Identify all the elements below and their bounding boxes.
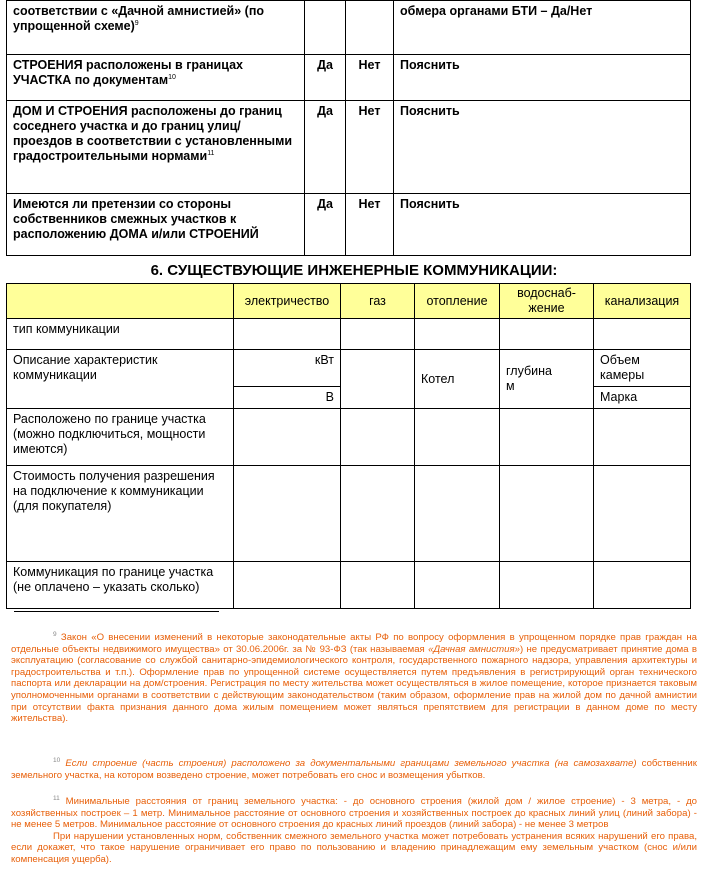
header-water: водоснаб-жение	[500, 284, 594, 319]
table-row	[7, 55, 691, 101]
question-cell: СТРОЕНИЯ расположены в границах УЧАСТКА по документам$^{10}$	[7, 55, 305, 101]
no-cell: Нет	[346, 55, 394, 101]
yes-cell	[305, 1, 346, 55]
question-cell: Имеются ли претензии со стороны собственников смежных участков к расположению ДОМА и/или СТРОЕНИЙ	[7, 194, 305, 256]
header-empty	[7, 284, 234, 319]
row-label: Стоимость получения разрешения на подключение к коммуникации (для покупателя)	[7, 466, 234, 562]
note-cell: Пояснить	[394, 55, 691, 101]
footnote-ref: 9	[134, 19, 139, 27]
header-gas: газ	[341, 284, 415, 319]
table-row	[7, 194, 691, 256]
volt-unit: В	[234, 387, 341, 409]
no-cell	[346, 1, 394, 55]
brand-cell: Марка	[594, 387, 691, 409]
row-label: тип коммуникации	[7, 319, 234, 350]
table-row	[7, 319, 691, 350]
footnote-9: $^9$ Закон «О внесении изменений в некоторые законодательные акты РФ по вопросу оформления в упрощенном порядке прав граждан на отдельные объекты недвижимого имущества» от 30.06.2006г. за № 93-ФЗ (так называемая «Дачная амнистия») не предусматривает принятие дома в эксплуатацию (согласование со службой санитарно-эпидемиологического контроля, государственного пожарного надзора, управления архитектуры и градостроительства и т.п.). Оформление прав по упрощенной системе осуществляется путем предъявления в регистрирующий орган технического паспорта или декларации на дом/строения. Регистрация по месту жительства может осуществляться в жилое помещение, которое признается таковым уполномоченными органами в соответствии с действующим законодательством (таким образом, оформление прав на жилой дом по дачной амнистии при отсутствии факта признания данного дома жилым помещением может являться препятствием для регистрации в данном доме по месту жительства).	[11, 630, 698, 725]
footnote-ref: 11	[207, 149, 215, 157]
section-title: 6. СУЩЕСТВУЮЩИЕ ИНЖЕНЕРНЫЕ КОММУНИКАЦИИ:	[150, 262, 558, 279]
table-row	[7, 1, 691, 55]
question-cell: соответствии с «Дачной амнистией» (по упрощенной схеме)$^9$	[7, 1, 305, 55]
note-cell: обмера органами БТИ – Да/Нет	[394, 1, 691, 55]
row-label: Описание характеристик коммуникации	[7, 350, 234, 409]
footnote-separator	[14, 611, 219, 612]
table-row	[7, 101, 691, 194]
table-row	[7, 409, 691, 466]
utilities-table	[6, 283, 691, 609]
no-cell: Нет	[346, 194, 394, 256]
footnote-10: $^{10}$ Если строение (часть строения) расположено за документальными границами земельного участка (на самозахвате) собственник земельного участка, на котором возведено строение, может потребовать его снос и возмещения убытков.	[11, 756, 697, 781]
chamber-cell: Объем камеры	[594, 350, 691, 387]
yes-cell: Да	[305, 194, 346, 256]
yes-cell: Да	[305, 55, 346, 101]
table-row	[7, 562, 691, 609]
no-cell: Нет	[346, 101, 394, 194]
table-row	[7, 466, 691, 562]
row-label: Коммуникация по границе участка (не оплачено – указать сколько)	[7, 562, 234, 609]
question-cell: ДОМ И СТРОЕНИЯ расположены до границ соседнего участка и до границ улиц/проездов в соответствии с установленными градостроительными нормами$^{11}$	[7, 101, 305, 194]
header-electricity: электричество	[234, 284, 341, 319]
table-row	[7, 350, 691, 387]
header-sewerage: канализация	[594, 284, 691, 319]
boiler-cell: Котел	[415, 350, 500, 409]
property-status-table	[6, 0, 691, 256]
note-cell: Пояснить	[394, 101, 691, 194]
footnote-11: $^{11}$ Минимальные расстояния от границ земельного участка: - до основного строения (жилой дом / жилое строение) - 3 метра, - до хозяйственных построек – 1 метр. Минимальное расстояние от основного строения и хозяйственных построек до красных линий улиц (линий забора) - не менее 5 метров. Минимальное расстояние от основного строения до красных линий проездов (линий забора) - не менее 3 метров При нарушении установленных норм, собственник смежного земельного участка может потребовать устранения всяких нарушений его права, если докажет, что такое нарушение ограничивает его право по пользованию и владению принадлежащим ему земельным участком (снос и/или компенсация ущерба).	[11, 794, 698, 865]
footnote-ref: 10	[168, 73, 176, 81]
note-cell: Пояснить	[394, 194, 691, 256]
row-label: Расположено по границе участка (можно подключиться, мощности имеются)	[7, 409, 234, 466]
depth-cell: глубина м	[500, 350, 594, 409]
yes-cell: Да	[305, 101, 346, 194]
header-heating: отопление	[415, 284, 500, 319]
kw-unit: кВт	[234, 350, 341, 387]
header-row	[7, 284, 691, 319]
